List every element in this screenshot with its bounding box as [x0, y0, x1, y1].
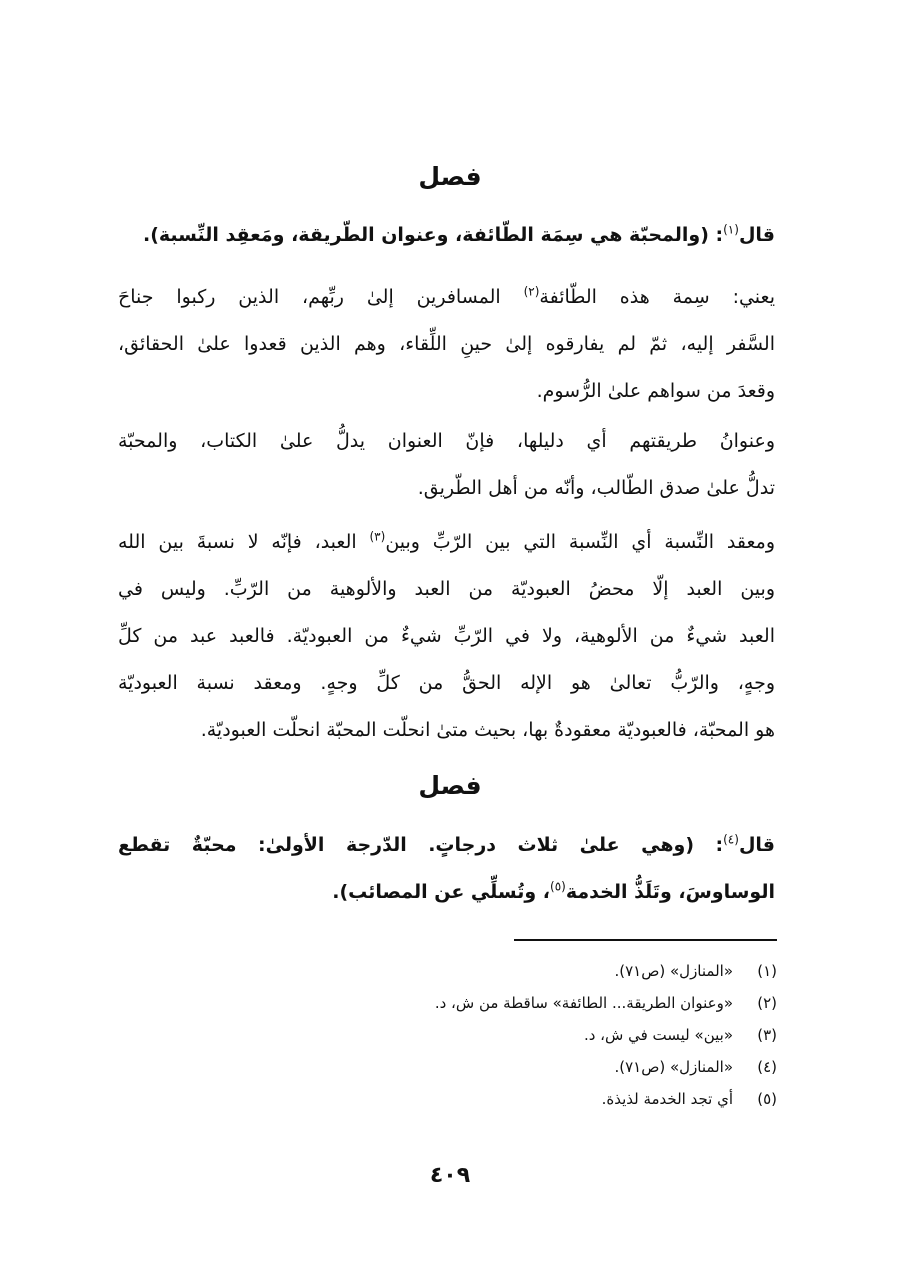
paragraph-1-line-2: السَّفر إليه، ثمّ لم يفارقوه إلىٰ حينِ اللِّقاء، وهم الذين قعدوا علىٰ الحقائق، [118, 333, 775, 355]
paragraph-3-line-2: وبين العبد إلّا محضُ العبوديّة من العبد والألوهية من الرّبِّ. وليس في [118, 578, 775, 600]
paragraph-2-line-1: وعنوانُ طريقتهم أي دليلها، فإنّ العنوان يدلُّ علىٰ الكتاب، والمحبّة [118, 430, 775, 452]
quote-2-line-1 [118, 822, 775, 869]
quote-1-text: : (والمحبّة هي سِمَة الطّائفة، وعنوان الطّريقة، ومَعقِد النِّسبة). [142, 224, 724, 246]
quote-1-line-1 [118, 212, 775, 259]
footnote-number: (٣) [757, 1026, 777, 1044]
footnote-5 [118, 1083, 777, 1115]
footnote-text: «المنازل» (ص٧١). [614, 962, 733, 980]
footnote-text: أي تجد الخدمة لذيذة. [601, 1090, 733, 1108]
paragraph-1 [118, 274, 775, 415]
footnote-ref-1[interactable]: (١) [723, 222, 739, 237]
paragraph-3-text-a: ومعقد النِّسبة أي النِّسبة التي بين الرّبِّ وبين [385, 531, 776, 553]
paragraph-1-text-b: المسافرين إلىٰ ربِّهم، الذين ركبوا جناحَ [118, 286, 524, 308]
paragraph-1-line-1 [118, 274, 775, 321]
footnote-separator [514, 939, 777, 941]
quote-2-text-2b: ، وتُسلِّي عن المصائب). [332, 881, 551, 903]
footnote-ref-4[interactable]: (٤) [723, 832, 739, 847]
quote-2-text-2a: الوساوسَ، وتَلَذُّ الخدمة [565, 881, 775, 903]
quote-2-line-2 [118, 869, 775, 916]
footnote-number: (٢) [757, 994, 777, 1012]
footnote-ref-3[interactable]: (٣) [369, 529, 386, 544]
footnote-text: «المنازل» (ص٧١). [614, 1058, 733, 1076]
quote-2-text-1: : (وهي علىٰ ثلاث درجاتٍ. الدّرجة الأولىٰ: محبّةٌ تقطع [118, 834, 724, 856]
footnote-4 [118, 1051, 777, 1083]
paragraph-1-line-3: وقعدَ من سواهم علىٰ الرُّسوم. [536, 380, 775, 402]
footnote-number: (١) [757, 962, 777, 980]
page-number: ٤٠٩ [429, 1163, 471, 1188]
quote-1 [118, 212, 775, 259]
footnote-number: (٥) [757, 1090, 777, 1108]
paragraph-3-line-1 [118, 519, 775, 566]
quote-2-lead: قال [738, 834, 775, 856]
quote-1-lead: قال [738, 224, 775, 246]
footnote-1 [118, 955, 777, 987]
paragraph-3-line-3: العبد شيءٌ من الألوهية، ولا في الرّبِّ شيءٌ من العبوديّة. فالعبد عبد من كلِّ [118, 625, 775, 647]
paragraph-3-text-b: العبد، فإنّه لا نسبةَ بين الله [118, 531, 370, 553]
paragraph-2 [118, 418, 775, 512]
section-heading-2: فصل [418, 771, 482, 800]
footnote-ref-5[interactable]: (٥) [550, 879, 566, 894]
paragraph-3-line-5: هو المحبّة، فالعبوديّة معقودةٌ بها، بحيث متىٰ انحلّت المحبّة انحلّت العبوديّة. [200, 719, 775, 741]
paragraph-3 [118, 519, 775, 754]
footnote-text: «وعنوان الطريقة... الطائفة» ساقطة من ش، د. [434, 994, 733, 1012]
paragraph-3-line-4: وجهٍ، والرّبُّ تعالىٰ هو الإله الحقُّ من كلِّ وجهٍ. ومعقد نسبة العبوديّة [118, 672, 775, 694]
footnote-number: (٤) [757, 1058, 777, 1076]
footnotes [118, 955, 777, 1115]
section-heading-1: فصل [418, 162, 482, 191]
quote-2 [118, 822, 775, 916]
paragraph-2-line-2: تدلُّ علىٰ صدق الطّالب، وأنّه من أهل الطّريق. [417, 477, 775, 499]
footnote-ref-2[interactable]: (٢) [523, 284, 540, 299]
paragraph-1-text-a: يعني: سِمة هذه الطّائفة [539, 286, 775, 308]
footnote-3 [118, 1019, 777, 1051]
footnote-2 [118, 987, 777, 1019]
footnote-text: «بين» ليست في ش، د. [583, 1026, 733, 1044]
